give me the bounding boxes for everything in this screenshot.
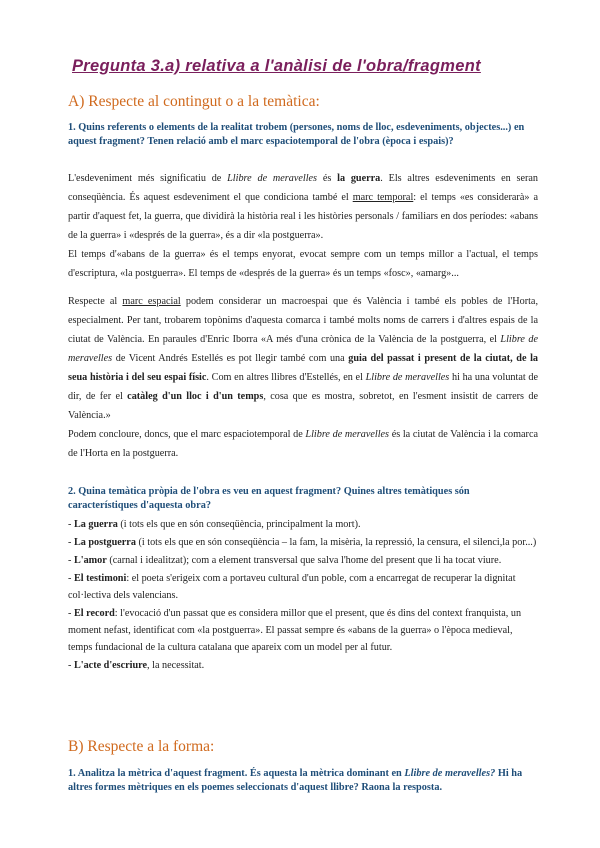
paragraph-1 [68, 169, 538, 283]
bold-term: la guerra [337, 173, 381, 184]
list-item: - L'amor (carnal i idealitzat); com a element transversal que salva l'home del present que li ha tocat viure. [68, 555, 502, 566]
book-title: Llibre de meravelles? [404, 768, 496, 779]
theme-text: : l'evocació d'un passat que es considera millor que el present, que és dins del context franquista, un moment nefast, identificat com «la postguerra». El passat sempre és «abans de la guerra» o l'època medieval, temps fundacional de la cultura catalana que apareix com un model per al futur. [68, 608, 522, 653]
text-run: L'esdeveniment més significatiu de [68, 173, 228, 184]
book-title: Llibre de meravelles [68, 334, 538, 364]
list-item: - El testimoni: el poeta s'erigeix com a portaveu cultural d'un poble, com a encarregat de recuperar la dignitat col·lectiva dels valencians. [68, 573, 516, 601]
theme-name: L'acte d'escriure [73, 660, 148, 671]
theme-name: L'amor [73, 555, 107, 566]
text-run: Respecte al [68, 296, 123, 307]
theme-name: El record [73, 608, 115, 619]
theme-text: : el poeta s'erigeix com a portaveu cultural d'un poble, com a encarregat de recuperar la dignitat col·lectiva dels valencians. [68, 573, 516, 601]
page-title: Pregunta 3.a) relativa a l'anàlisi de l'obra/fragment [72, 57, 481, 75]
paragraph-2 [68, 292, 538, 463]
text-run: podem considerar un macroespai que és València i també els pobles de l'Horta, especialment. Per tant, trobarem topònims d'aquesta comarca i també molts noms de carrers i d'altres espais de la ciutat de València. En paraules d'Enric Iborra «A més d'una crònica de la València de la postguerra, el [68, 296, 539, 345]
book-title: Llibre de meravelles [305, 429, 390, 440]
underlined-term: marc temporal [352, 192, 414, 203]
text-run: de Vicent Andrés Estellés es pot llegir també com una [112, 353, 349, 364]
list-item: - La postguerra (i tots els que en són conseqüència – la fam, la misèria, la repressió, la censura, el silenci,la por...) [68, 537, 537, 548]
theme-text: (carnal i idealitzat); com a element transversal que salva l'home del present que li ha tocat viure. [106, 555, 502, 566]
theme-text: (i tots els que en són conseqüència, principalment la mort). [117, 519, 361, 530]
theme-text: , la necessitat. [147, 660, 205, 671]
section-b-heading: B) Respecte a la forma: [68, 738, 215, 755]
text-run: . Els altres esdeveniments en seran conseqüència. És aquest esdeveniment el que condiciona també el [68, 173, 538, 203]
text-run: hi ha una voluntat de dir, de fer el [68, 372, 538, 402]
text-run: Hi ha altres formes mètriques en els poemes seleccionats d'aquest llibre? Raona la resposta. [68, 768, 523, 793]
text-run: 1. Analitza la mètrica d'aquest fragment. És aquesta la mètrica dominant en [68, 768, 405, 779]
theme-name: La postguerra [73, 537, 136, 548]
theme-list [68, 516, 538, 674]
section-a-heading: A) Respecte al contingut o a la temàtica: [68, 93, 320, 110]
text-run: El temps d'«abans de la guerra» és el temps enyorat, evocat sempre com un temps millor a l'actual, el temps d'escriptura, «la postguerra». El temps de «després de la guerra» és un temps «fosc», «amarg»... [68, 249, 538, 279]
text-run: : el temps «es considerarà» a partir d'aquest fet, la guerra, que dividirà la història real i les històries personals / familiars en dos períodes: «abans de la guerra» i «després de la guerra», és a dir «la postguerra». [68, 192, 538, 241]
bold-term: guia del passat i present de la ciutat, de la seua història i del seu espai físic [68, 353, 538, 383]
question-3 [68, 767, 538, 795]
text-run: és [317, 173, 338, 184]
text-run: és la ciutat de València i la comarca de l'Horta en la postguerra. [68, 429, 538, 459]
list-item: - L'acte d'escriure, la necessitat. [68, 660, 205, 671]
underlined-term: marc espacial [122, 296, 181, 307]
list-item: - La guerra (i tots els que en són conseqüència, principalment la mort). [68, 519, 361, 530]
book-title: Llibre de meravelles [365, 372, 450, 383]
text-run: , cosa que es mostra, sobretot, en l'esment insistit de carrers de València.» [68, 391, 538, 421]
theme-name: El testimoni [73, 573, 127, 584]
theme-name: La guerra [73, 519, 118, 530]
question-2: 2. Quina temàtica pròpia de l'obra es veu en aquest fragment? Quines altres temàtiques són característiques d'aquesta obra? [68, 486, 470, 511]
bold-term: catàleg d'un lloc i d'un temps [127, 391, 264, 402]
book-title: Llibre de meravelles [227, 173, 318, 184]
text-run: Podem concloure, doncs, que el marc espaciotemporal de [68, 429, 306, 440]
question-1: 1. Quins referents o elements de la realitat trobem (persones, noms de lloc, esdeveniments, objectes...) en aquest fragment? Tenen relació amb el marc espaciotemporal de l'obra (època i espais)? [68, 122, 525, 147]
text-run: . Com en altres llibres d'Estellés, en el [206, 372, 366, 383]
list-item: - El record: l'evocació d'un passat que es considera millor que el present, que és dins del context franquista, un moment nefast, identificat com «la postguerra». El passat sempre és «abans de la guerra» o l'època medieval, temps fundacional de la cultura catalana que apareix com un model per al futur. [68, 608, 522, 653]
theme-text: (i tots els que en són conseqüència – la fam, la misèria, la repressió, la censura, el silenci,la por...) [135, 537, 537, 548]
